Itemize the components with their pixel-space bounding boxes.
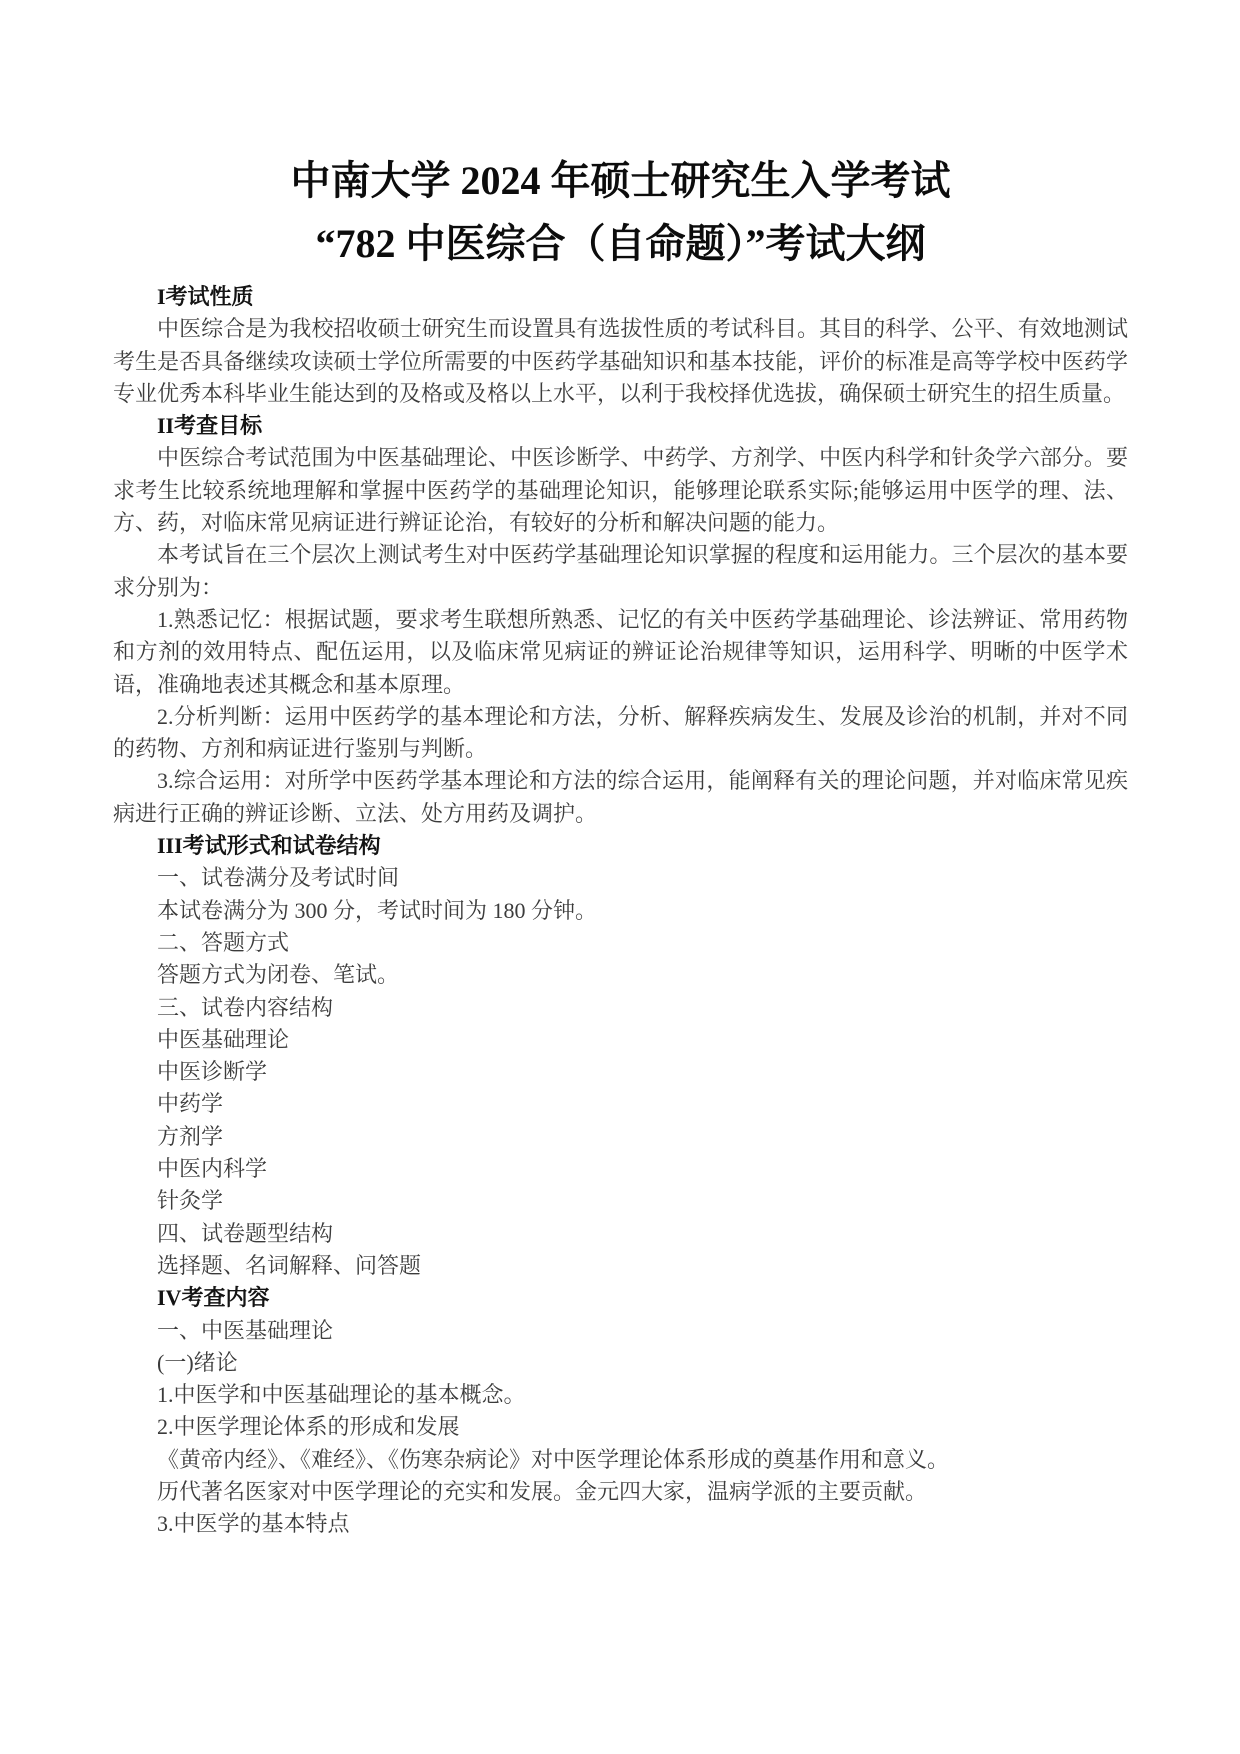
- heading-exam-format: III考试形式和试卷结构: [157, 833, 381, 859]
- paragraph: 《黄帝内经》、《难经》、《伤寒杂病论》对中医学理论体系形成的奠基作用和意义。: [157, 1446, 950, 1472]
- heading-exam-content: IV考查内容: [157, 1285, 270, 1311]
- paragraph: 中药学: [157, 1091, 224, 1117]
- paragraph: 一、中医基础理论: [157, 1317, 334, 1343]
- paragraph: 中医内科学: [157, 1156, 268, 1182]
- paragraph: 三、试卷内容结构: [157, 994, 334, 1020]
- section-exam-nature: [113, 281, 1128, 410]
- document-title: [113, 149, 1128, 275]
- document-body: [113, 281, 1128, 1541]
- paragraph: 四、试卷题型结构: [157, 1220, 334, 1246]
- paragraph: 3.中医学的基本特点: [157, 1511, 350, 1537]
- paragraph: 本试卷满分为 300 分，考试时间为 180 分钟。: [157, 897, 598, 923]
- paragraph: 二、答题方式: [157, 929, 290, 955]
- paragraph: 3.综合运用：对所学中医药学基本理论和方法的综合运用，能阐释有关的理论问题，并对临床常见疾病进行正确的辨证诊断、立法、处方用药及调护。: [113, 768, 1128, 826]
- paragraph: 中医综合考试范围为中医基础理论、中医诊断学、中药学、方剂学、中医内科学和针灸学六部分。要求考生比较系统地理解和掌握中医药学的基础理论知识，能够理论联系实际;能够运用中医学的理、法、方、药，对临床常见病证进行辨证论治，有较好的分析和解决问题的能力。: [113, 445, 1128, 536]
- paragraph: 答题方式为闭卷、笔试。: [157, 962, 400, 988]
- section-exam-format: [113, 830, 1128, 1282]
- paragraph: 方剂学: [157, 1123, 224, 1149]
- paragraph: (一)绪论: [157, 1349, 238, 1375]
- paragraph: 2.分析判断：运用中医药学的基本理论和方法，分析、解释疾病发生、发展及诊治的机制，并对不同的药物、方剂和病证进行鉴别与判断。: [113, 703, 1128, 762]
- heading-exam-nature: I考试性质: [157, 284, 254, 309]
- paragraph: 中医基础理论: [157, 1026, 290, 1052]
- section-exam-content: [113, 1282, 1128, 1540]
- paragraph: 1.中医学和中医基础理论的基本概念。: [157, 1382, 526, 1408]
- paragraph: 本考试旨在三个层次上测试考生对中医药学基础理论知识掌握的程度和运用能力。三个层次的基本要求分别为：: [113, 542, 1128, 600]
- paragraph: 中医综合是为我校招收硕士研究生而设置具有选拔性质的考试科目。其目的科学、公平、有效地测试考生是否具备继续攻读硕士学位所需要的中医药学基础知识和基本技能，评价的标准是高等学校中医药学专业优秀本科毕业生能达到的及格或及格以上水平，以利于我校择优选拔，确保硕士研究生的招生质量。: [113, 316, 1128, 406]
- section-exam-objectives: [113, 410, 1128, 830]
- document-title-line-2: “782 中医综合（自命题）”考试大纲: [315, 221, 926, 266]
- paragraph: 中医诊断学: [157, 1059, 268, 1085]
- paragraph: 一、试卷满分及考试时间: [157, 865, 400, 891]
- document-title-line-1: 中南大学 2024 年硕士研究生入学考试: [290, 158, 951, 203]
- paragraph: 1.熟悉记忆：根据试题，要求考生联想所熟悉、记忆的有关中医药学基础理论、诊法辨证、常用药物和方剂的效用特点、配伍运用，以及临床常见病证的辨证论治规律等知识，运用科学、明晰的中医学术语，准确地表述其概念和基本原理。: [113, 606, 1128, 697]
- paragraph: 针灸学: [157, 1188, 224, 1214]
- paragraph: 2.中医学理论体系的形成和发展: [157, 1414, 460, 1440]
- paragraph: 选择题、名词解释、问答题: [157, 1252, 422, 1278]
- paragraph: 历代著名医家对中医学理论的充实和发展。金元四大家，温病学派的主要贡献。: [157, 1478, 928, 1504]
- heading-exam-objectives: II考查目标: [157, 413, 263, 439]
